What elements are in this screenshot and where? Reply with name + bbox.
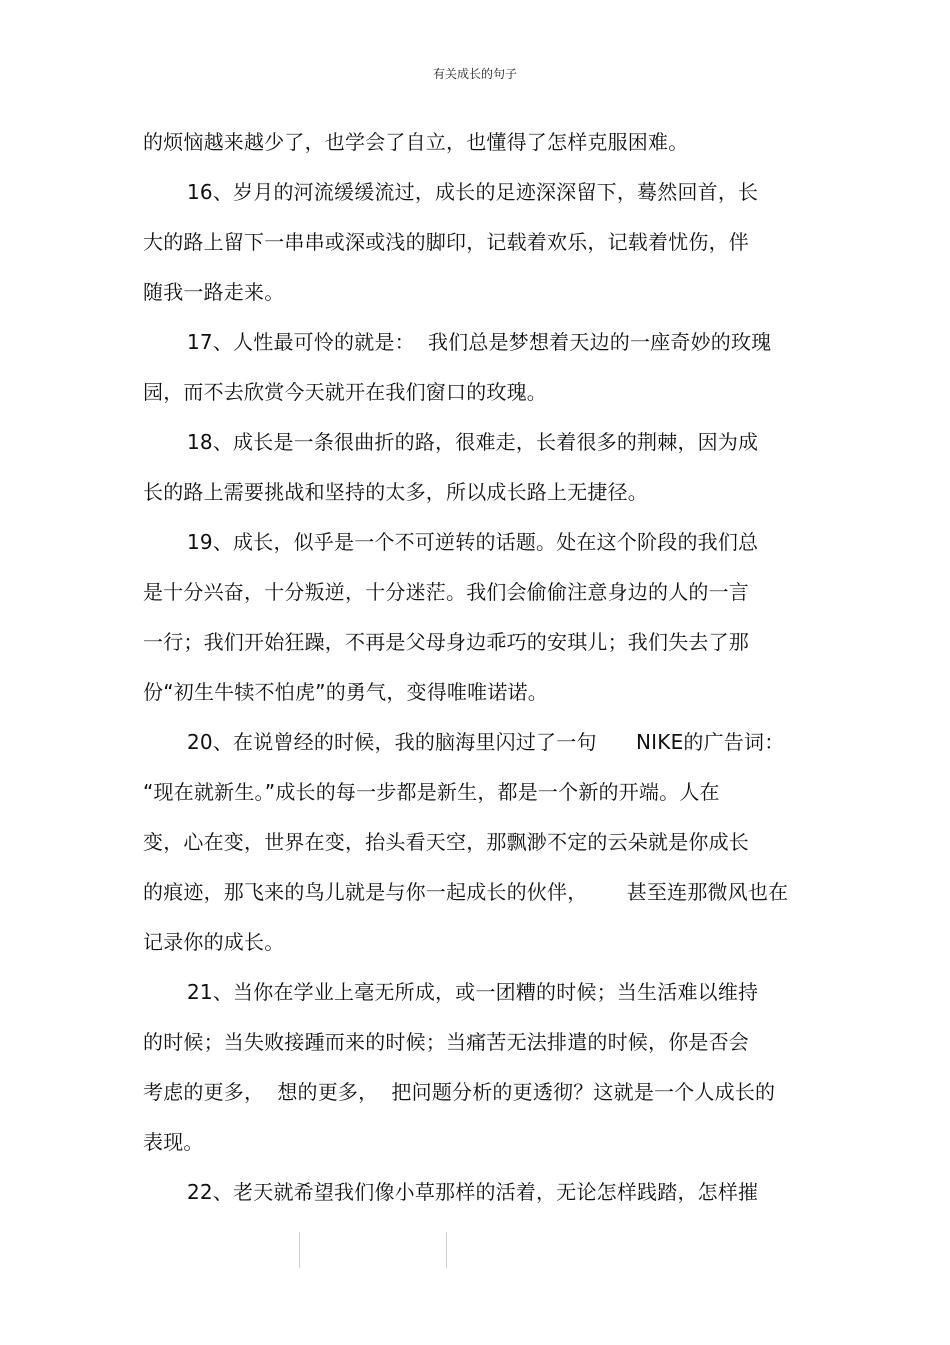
text-line: 长的路上需要挑战和坚持的太多，所以成长路上无捷径。: [143, 480, 648, 504]
text-line: 19、成长，似乎是一个不可逆转的话题。处在这个阶段的我们总: [187, 530, 759, 554]
text-line: 考虑的更多， 想的更多， 把问题分析的更透彻？这就是一个人成长的: [143, 1080, 776, 1104]
text-line: 的烦恼越来越少了，也学会了自立，也懂得了怎样克服困难。: [143, 130, 689, 154]
text-line: 22、老天就希望我们像小草那样的活着，无论怎样践踏，怎样摧: [187, 1180, 759, 1204]
text-line: 大的路上留下一串串或深或浅的脚印，记载着欢乐，记载着忧伤，伴: [143, 230, 749, 254]
text-line: 份“初生牛犊不怕虎”的勇气，变得唯唯诺诺。: [143, 680, 548, 704]
page-header: 有关成长的句子: [432, 67, 517, 81]
text-line: “现在就新生。”成长的每一步都是新生，都是一个新的开端。人在: [143, 780, 720, 804]
text-line: 的时候；当失败接踵而来的时候；当痛苦无法排遣的时候，你是否会: [143, 1030, 749, 1054]
text-line: 记录你的成长。: [143, 930, 285, 954]
text-line: 表现。: [143, 1130, 204, 1154]
text-line: 17、人性最可怜的就是： 我们总是梦想着天边的一座奇妙的玫瑰: [187, 330, 772, 354]
text-line: 变，心在变，世界在变，抬头看天空，那飘渺不定的云朵就是你成长: [143, 830, 749, 854]
text-line: 21、当你在学业上毫无所成，或一团糟的时候；当生活难以维持: [187, 980, 759, 1004]
text-line: 18、成长是一条很曲折的路，很难走，长着很多的荆棘，因为成: [187, 430, 759, 454]
text-line: 16、岁月的河流缓缓流过，成长的足迹深深留下，蓦然回首，长: [187, 180, 759, 204]
text-line: 随我一路走来。: [143, 280, 285, 304]
footer-divider: [446, 1232, 447, 1268]
text-line: 一行；我们开始狂躁，不再是父母身边乖巧的安琪儿；我们失去了那: [143, 630, 749, 654]
text-line: 园，而不去欣赏今天就开在我们窗口的玫瑰。: [143, 380, 547, 404]
text-line: 20、在说曾经的时候，我的脑海里闪过了一句 NIKE的广告词：: [187, 730, 785, 754]
footer-divider: [299, 1232, 300, 1268]
text-line: 是十分兴奋，十分叛逆，十分迷茫。我们会偷偷注意身边的人的一言: [143, 580, 749, 604]
text-line: 的痕迹，那飞来的鸟儿就是与你一起成长的伙伴， 甚至连那微风也在: [143, 880, 789, 904]
